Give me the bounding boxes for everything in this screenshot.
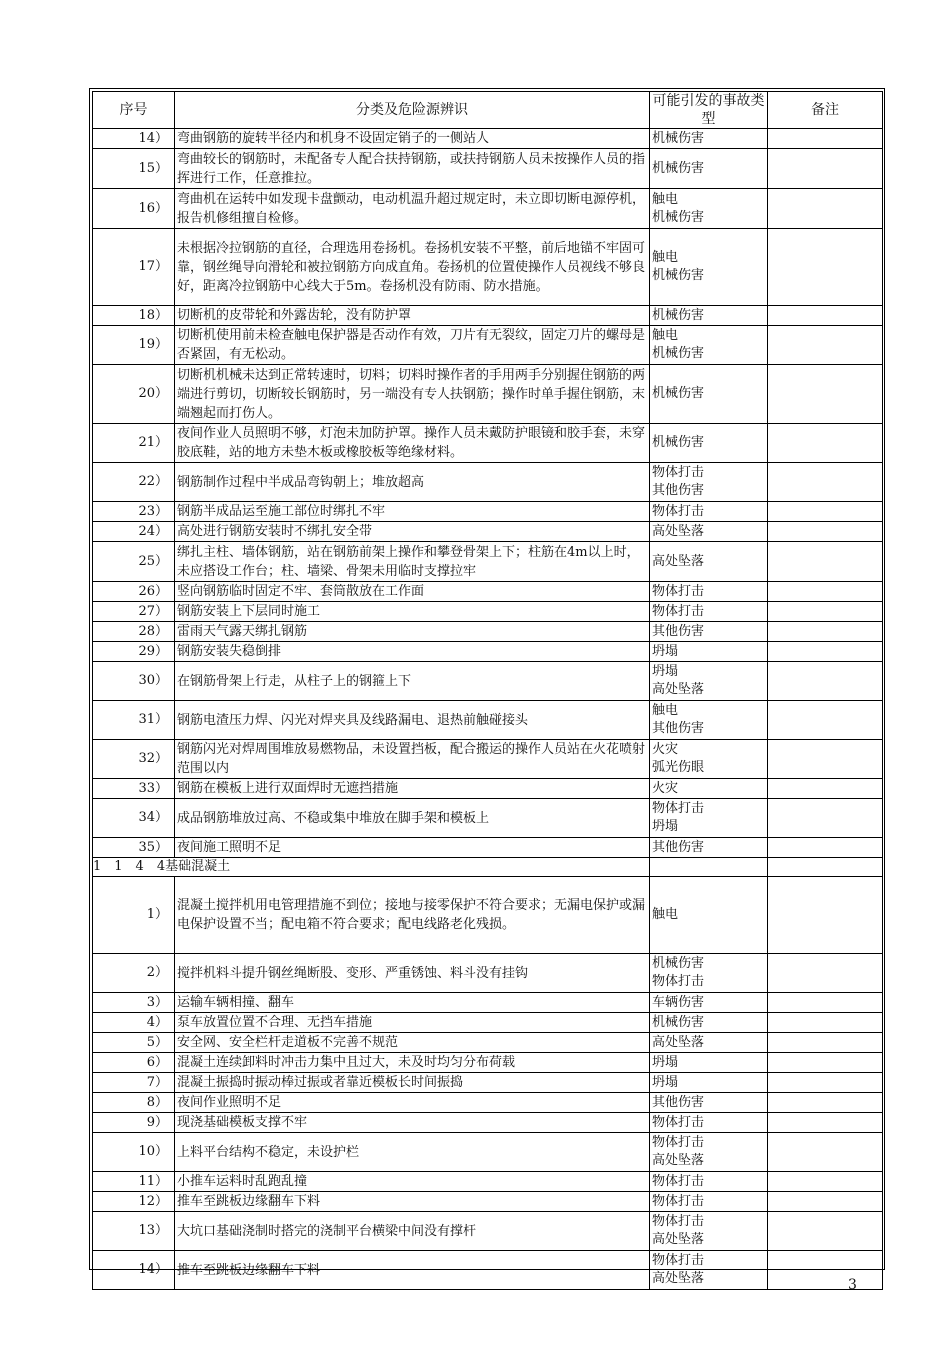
- accident-type-item: 物体打击: [652, 1173, 705, 1189]
- row-hazard-description: 混凝土搅拌机用电管理措施不到位；接地与接零保护不符合要求；无漏电保护或漏电保护设置不当；配电箱不符合要求；配电线路老化残损。: [175, 877, 650, 954]
- row-serial-number: 2）: [93, 954, 175, 993]
- page-number: 3: [848, 1277, 857, 1293]
- table-row: [93, 1013, 883, 1033]
- row-hazard-description: 切断机的皮带轮和外露齿轮，没有防护罩: [175, 306, 650, 326]
- row-serial-number: 14）: [93, 1251, 175, 1290]
- accident-type-item: 物体打击: [652, 465, 705, 480]
- accident-type-item: 触电: [652, 191, 679, 207]
- row-remark: [768, 149, 883, 189]
- row-remark: [768, 522, 883, 542]
- row-serial-number: 17）: [93, 229, 175, 306]
- section-accident-empty: [650, 858, 768, 877]
- row-accident-type: [650, 877, 768, 954]
- table-row: [93, 1033, 883, 1053]
- table-row: [93, 463, 883, 502]
- row-accident-type: [650, 229, 768, 306]
- row-hazard-description: 推车至跳板边缘翻车下料: [175, 1251, 650, 1290]
- accident-type-item: 物体打击: [652, 1193, 705, 1209]
- accident-type-item: 其他伤害: [652, 483, 705, 498]
- row-remark: [768, 642, 883, 662]
- row-serial-number: 23）: [93, 502, 175, 522]
- row-hazard-description: 钢筋闪光对焊周围堆放易燃物品，未设置挡板，配合搬运的操作人员站在火花喷射范围以内: [175, 740, 650, 779]
- table-row: [93, 1192, 883, 1212]
- row-remark: [768, 1113, 883, 1133]
- table-row: [93, 993, 883, 1013]
- header-accident-type: 可能引发的事故类型: [650, 92, 768, 129]
- row-hazard-description: 钢筋安装上下层同时施工: [175, 602, 650, 622]
- row-hazard-description: 混凝土连续卸料时冲击力集中且过大，未及时均匀分布荷载: [175, 1053, 650, 1073]
- table-row: [93, 502, 883, 522]
- table-row: [93, 1251, 883, 1290]
- accident-type-item: 火灾: [652, 742, 679, 757]
- accident-type-item: 物体打击: [652, 974, 705, 989]
- row-remark: [768, 662, 883, 701]
- row-serial-number: 3）: [93, 993, 175, 1013]
- accident-type-item: 物体打击: [652, 503, 705, 519]
- row-hazard-description: 现浇基础模板支撑不牢: [175, 1113, 650, 1133]
- accident-type-item: 机械伤害: [652, 307, 705, 323]
- row-accident-type: [650, 1093, 768, 1113]
- table-row: [93, 129, 883, 149]
- row-remark: [768, 1093, 883, 1113]
- accident-type-item: 机械伤害: [652, 346, 705, 361]
- row-accident-type: [650, 1133, 768, 1172]
- row-hazard-description: 高处进行钢筋安装时不绑扎安全带: [175, 522, 650, 542]
- row-accident-type: [650, 740, 768, 779]
- row-remark: [768, 229, 883, 306]
- accident-type-item: 机械伤害: [652, 130, 705, 146]
- row-hazard-description: 小推车运料时乱跑乱撞: [175, 1172, 650, 1192]
- row-accident-type: [650, 1073, 768, 1093]
- table-row: [93, 622, 883, 642]
- row-serial-number: 9）: [93, 1113, 175, 1133]
- row-accident-type: [650, 502, 768, 522]
- accident-type-item: 物体打击: [652, 1135, 705, 1150]
- row-accident-type: [650, 1192, 768, 1212]
- section-remark-empty: [768, 858, 883, 877]
- row-serial-number: 5）: [93, 1033, 175, 1053]
- row-remark: [768, 740, 883, 779]
- row-serial-number: 16）: [93, 189, 175, 229]
- row-hazard-description: 切断机使用前未检查触电保护器是否动作有效，刀片有无裂纹，固定刀片的螺母是否紧固，有无松动。: [175, 326, 650, 365]
- row-accident-type: [650, 522, 768, 542]
- row-hazard-description: 安全网、安全栏杆走道板不完善不规范: [175, 1033, 650, 1053]
- row-serial-number: 29）: [93, 642, 175, 662]
- header-serial-number: 序号: [93, 92, 175, 129]
- row-accident-type: [650, 189, 768, 229]
- row-remark: [768, 602, 883, 622]
- row-hazard-description: 弯曲较长的钢筋时，未配备专人配合扶持钢筋，或扶持钢筋人员未按操作人员的指挥进行工作，任意推拉。: [175, 149, 650, 189]
- accident-type-item: 坍塌: [652, 643, 679, 659]
- table-row: [93, 740, 883, 779]
- table-row: [93, 701, 883, 740]
- row-accident-type: [650, 662, 768, 701]
- row-remark: [768, 1053, 883, 1073]
- row-accident-type: [650, 954, 768, 993]
- row-serial-number: 32）: [93, 740, 175, 779]
- row-remark: [768, 1073, 883, 1093]
- row-remark: [768, 129, 883, 149]
- table-row: [93, 542, 883, 582]
- row-remark: [768, 1033, 883, 1053]
- header-remark: 备注: [768, 92, 883, 129]
- table-row: [93, 1172, 883, 1192]
- table-row: [93, 522, 883, 542]
- row-serial-number: 7）: [93, 1073, 175, 1093]
- accident-type-item: 机械伤害: [652, 1014, 705, 1030]
- row-remark: [768, 1133, 883, 1172]
- row-remark: [768, 799, 883, 838]
- row-serial-number: 19）: [93, 326, 175, 365]
- accident-type-item: 弧光伤眼: [652, 760, 705, 775]
- accident-type-item: 物体打击: [652, 801, 705, 816]
- row-serial-number: 13）: [93, 1212, 175, 1251]
- row-remark: [768, 582, 883, 602]
- row-remark: [768, 954, 883, 993]
- row-accident-type: [650, 1212, 768, 1251]
- accident-type-item: 机械伤害: [652, 435, 705, 450]
- row-remark: [768, 701, 883, 740]
- row-serial-number: 8）: [93, 1093, 175, 1113]
- row-serial-number: 14）: [93, 129, 175, 149]
- accident-type-item: 坍塌: [652, 1074, 679, 1090]
- row-remark: [768, 1013, 883, 1033]
- accident-type-item: 触电: [652, 250, 679, 265]
- accident-type-item: 触电: [652, 703, 679, 718]
- row-hazard-description: 钢筋制作过程中半成品弯钩朝上；堆放超高: [175, 463, 650, 502]
- table-row: [93, 1113, 883, 1133]
- accident-type-item: 坍塌: [652, 1054, 679, 1070]
- row-hazard-description: 钢筋在模板上进行双面焊时无遮挡措施: [175, 779, 650, 799]
- row-hazard-description: 钢筋安装失稳倒排: [175, 642, 650, 662]
- row-accident-type: [650, 1172, 768, 1192]
- row-remark: [768, 365, 883, 424]
- row-serial-number: 27）: [93, 602, 175, 622]
- accident-type-item: 物体打击: [652, 1114, 705, 1130]
- row-hazard-description: 成品钢筋堆放过高、不稳或集中堆放在脚手架和模板上: [175, 799, 650, 838]
- row-serial-number: 26）: [93, 582, 175, 602]
- accident-type-item: 机械伤害: [652, 386, 705, 401]
- row-accident-type: [650, 463, 768, 502]
- row-hazard-description: 混凝土振捣时振动棒过振或者靠近模板长时间振捣: [175, 1073, 650, 1093]
- table-row: [93, 306, 883, 326]
- row-remark: [768, 993, 883, 1013]
- row-hazard-description: 绑扎主柱、墙体钢筋，站在钢筋前架上操作和攀登骨架上下；柱筋在4m以上时，未应搭设工作台；柱、墙梁、骨架未用临时支撑拉牢: [175, 542, 650, 582]
- row-hazard-description: 搅拌机料斗提升钢丝绳断股、变形、严重锈蚀、料斗没有挂钩: [175, 954, 650, 993]
- accident-type-item: 物体打击: [652, 603, 705, 619]
- row-accident-type: [650, 1053, 768, 1073]
- table-row: [93, 229, 883, 306]
- row-accident-type: [650, 1013, 768, 1033]
- accident-type-item: 其他伤害: [652, 721, 705, 736]
- row-accident-type: [650, 424, 768, 463]
- accident-type-item: 火灾: [652, 780, 679, 796]
- row-remark: [768, 463, 883, 502]
- accident-type-item: 机械伤害: [652, 209, 705, 225]
- accident-type-item: 其他伤害: [652, 1094, 705, 1110]
- row-serial-number: 21）: [93, 424, 175, 463]
- row-accident-type: [650, 582, 768, 602]
- row-serial-number: 6）: [93, 1053, 175, 1073]
- accident-type-item: 机械伤害: [652, 956, 705, 971]
- accident-type-item: 高处坠落: [652, 682, 705, 697]
- row-hazard-description: 夜间作业照明不足: [175, 1093, 650, 1113]
- accident-type-item: 高处坠落: [652, 1153, 705, 1168]
- table-row: [93, 424, 883, 463]
- row-accident-type: [650, 779, 768, 799]
- row-remark: [768, 424, 883, 463]
- row-serial-number: 24）: [93, 522, 175, 542]
- row-hazard-description: 弯曲机在运转中如发现卡盘颤动，电动机温升超过规定时，未立即切断电源停机，报告机修组擅自检修。: [175, 189, 650, 229]
- table-row: [93, 326, 883, 365]
- accident-type-item: 车辆伤害: [652, 994, 705, 1010]
- accident-type-item: 触电: [652, 907, 679, 922]
- row-accident-type: [650, 993, 768, 1013]
- accident-type-item: 坍塌: [652, 664, 679, 679]
- accident-type-item: 高处坠落: [652, 1271, 705, 1286]
- table-body: [93, 129, 883, 1290]
- row-accident-type: [650, 306, 768, 326]
- row-accident-type: [650, 365, 768, 424]
- row-accident-type: [650, 701, 768, 740]
- row-accident-type: [650, 622, 768, 642]
- accident-type-item: 物体打击: [652, 1253, 705, 1268]
- row-remark: [768, 1251, 883, 1290]
- accident-type-item: 高处坠落: [652, 1034, 705, 1050]
- hazard-table-container: [92, 91, 882, 1286]
- row-remark: [768, 1212, 883, 1251]
- row-accident-type: [650, 838, 768, 858]
- row-accident-type: [650, 799, 768, 838]
- row-serial-number: 25）: [93, 542, 175, 582]
- row-accident-type: [650, 149, 768, 189]
- row-hazard-description: 未根据冷拉钢筋的直径，合理选用卷扬机。卷扬机安装不平整，前后地锚不牢固可靠，钢丝绳导向滑轮和被拉钢筋方向成直角。卷扬机的位置使操作人员视线不够良好，距离冷拉钢筋中心线大于5m。卷扬机没有防雨、防水措施。: [175, 229, 650, 306]
- table-row: [93, 582, 883, 602]
- row-remark: [768, 838, 883, 858]
- row-accident-type: [650, 1113, 768, 1133]
- table-row: [93, 602, 883, 622]
- row-accident-type: [650, 129, 768, 149]
- row-remark: [768, 779, 883, 799]
- row-serial-number: 4）: [93, 1013, 175, 1033]
- row-serial-number: 35）: [93, 838, 175, 858]
- accident-type-item: 其他伤害: [652, 839, 705, 855]
- table-row: [93, 1212, 883, 1251]
- row-accident-type: [650, 542, 768, 582]
- accident-type-item: 物体打击: [652, 583, 705, 599]
- row-hazard-description: 泵车放置位置不合理、无挡车措施: [175, 1013, 650, 1033]
- accident-type-item: 高处坠落: [652, 523, 705, 539]
- accident-type-item: 机械伤害: [652, 160, 705, 176]
- row-serial-number: 15）: [93, 149, 175, 189]
- table-header-row: [93, 92, 883, 129]
- row-remark: [768, 306, 883, 326]
- row-hazard-description: 钢筋电渣压力焊、闪光对焊夹具及线路漏电、退热前触碰接头: [175, 701, 650, 740]
- row-hazard-description: 运输车辆相撞、翻车: [175, 993, 650, 1013]
- table-row: [93, 779, 883, 799]
- table-row: [93, 1133, 883, 1172]
- row-remark: [768, 1192, 883, 1212]
- accident-type-item: 高处坠落: [652, 1232, 705, 1247]
- row-serial-number: 28）: [93, 622, 175, 642]
- row-serial-number: 12）: [93, 1192, 175, 1212]
- table-row: [93, 1053, 883, 1073]
- row-remark: [768, 1172, 883, 1192]
- row-remark: [768, 622, 883, 642]
- row-hazard-description: 弯曲钢筋的旋转半径内和机身不设固定销子的一侧站人: [175, 129, 650, 149]
- row-hazard-description: 夜间施工照明不足: [175, 838, 650, 858]
- row-serial-number: 11）: [93, 1172, 175, 1192]
- accident-type-item: 高处坠落: [652, 553, 705, 569]
- row-remark: [768, 189, 883, 229]
- row-hazard-description: 上料平台结构不稳定，未设护栏: [175, 1133, 650, 1172]
- row-hazard-description: 雷雨天气露天绑扎钢筋: [175, 622, 650, 642]
- accident-type-item: 坍塌: [652, 819, 679, 834]
- table-row: [93, 799, 883, 838]
- row-serial-number: 1）: [93, 877, 175, 954]
- row-hazard-description: 在钢筋骨架上行走，从柱子上的钢箍上下: [175, 662, 650, 701]
- accident-type-item: 机械伤害: [652, 268, 705, 283]
- accident-type-item: 其他伤害: [652, 623, 705, 639]
- table-row: [93, 877, 883, 954]
- accident-type-item: 物体打击: [652, 1214, 705, 1229]
- table-row: [93, 838, 883, 858]
- row-serial-number: 10）: [93, 1133, 175, 1172]
- row-serial-number: 34）: [93, 799, 175, 838]
- table-row: [93, 365, 883, 424]
- row-serial-number: 22）: [93, 463, 175, 502]
- table-row: [93, 1093, 883, 1113]
- row-remark: [768, 326, 883, 365]
- row-hazard-description: 推车至跳板边缘翻车下料: [175, 1192, 650, 1212]
- row-serial-number: 33）: [93, 779, 175, 799]
- row-accident-type: [650, 326, 768, 365]
- row-serial-number: 31）: [93, 701, 175, 740]
- row-hazard-description: 切断机机械未达到正常转速时，切料；切料时操作者的手用两手分别握住钢筋的两端进行剪切，切断较长钢筋时，另一端没有专人扶钢筋；操作时单手握住钢筋，末端翘起而打伤人。: [175, 365, 650, 424]
- row-remark: [768, 542, 883, 582]
- row-remark: [768, 502, 883, 522]
- row-hazard-description: 钢筋半成品运至施工部位时绑扎不牢: [175, 502, 650, 522]
- table-row: [93, 1073, 883, 1093]
- table-row: [93, 642, 883, 662]
- accident-type-item: 触电: [652, 328, 679, 343]
- hazard-table: [92, 91, 883, 1290]
- table-row: [93, 189, 883, 229]
- row-accident-type: [650, 642, 768, 662]
- row-hazard-description: 竖向钢筋临时固定不牢、套筒散放在工作面: [175, 582, 650, 602]
- row-serial-number: 20）: [93, 365, 175, 424]
- row-hazard-description: 大坑口基础浇制时搭完的浇制平台横梁中间没有撑杆: [175, 1212, 650, 1251]
- section-title: 1 1 4 4基础混凝土: [93, 858, 650, 877]
- table-row: [93, 662, 883, 701]
- row-accident-type: [650, 1033, 768, 1053]
- row-accident-type: [650, 602, 768, 622]
- table-row: [93, 149, 883, 189]
- section-row: [93, 858, 883, 877]
- row-remark: [768, 877, 883, 954]
- table-row: [93, 954, 883, 993]
- header-hazard-description: 分类及危险源辨识: [175, 92, 650, 129]
- row-serial-number: 30）: [93, 662, 175, 701]
- row-accident-type: [650, 1251, 768, 1290]
- row-hazard-description: 夜间作业人员照明不够，灯泡未加防护罩。操作人员未戴防护眼镜和胶手套，未穿胶底鞋，站的地方未垫木板或橡胶板等绝缘材料。: [175, 424, 650, 463]
- row-serial-number: 18）: [93, 306, 175, 326]
